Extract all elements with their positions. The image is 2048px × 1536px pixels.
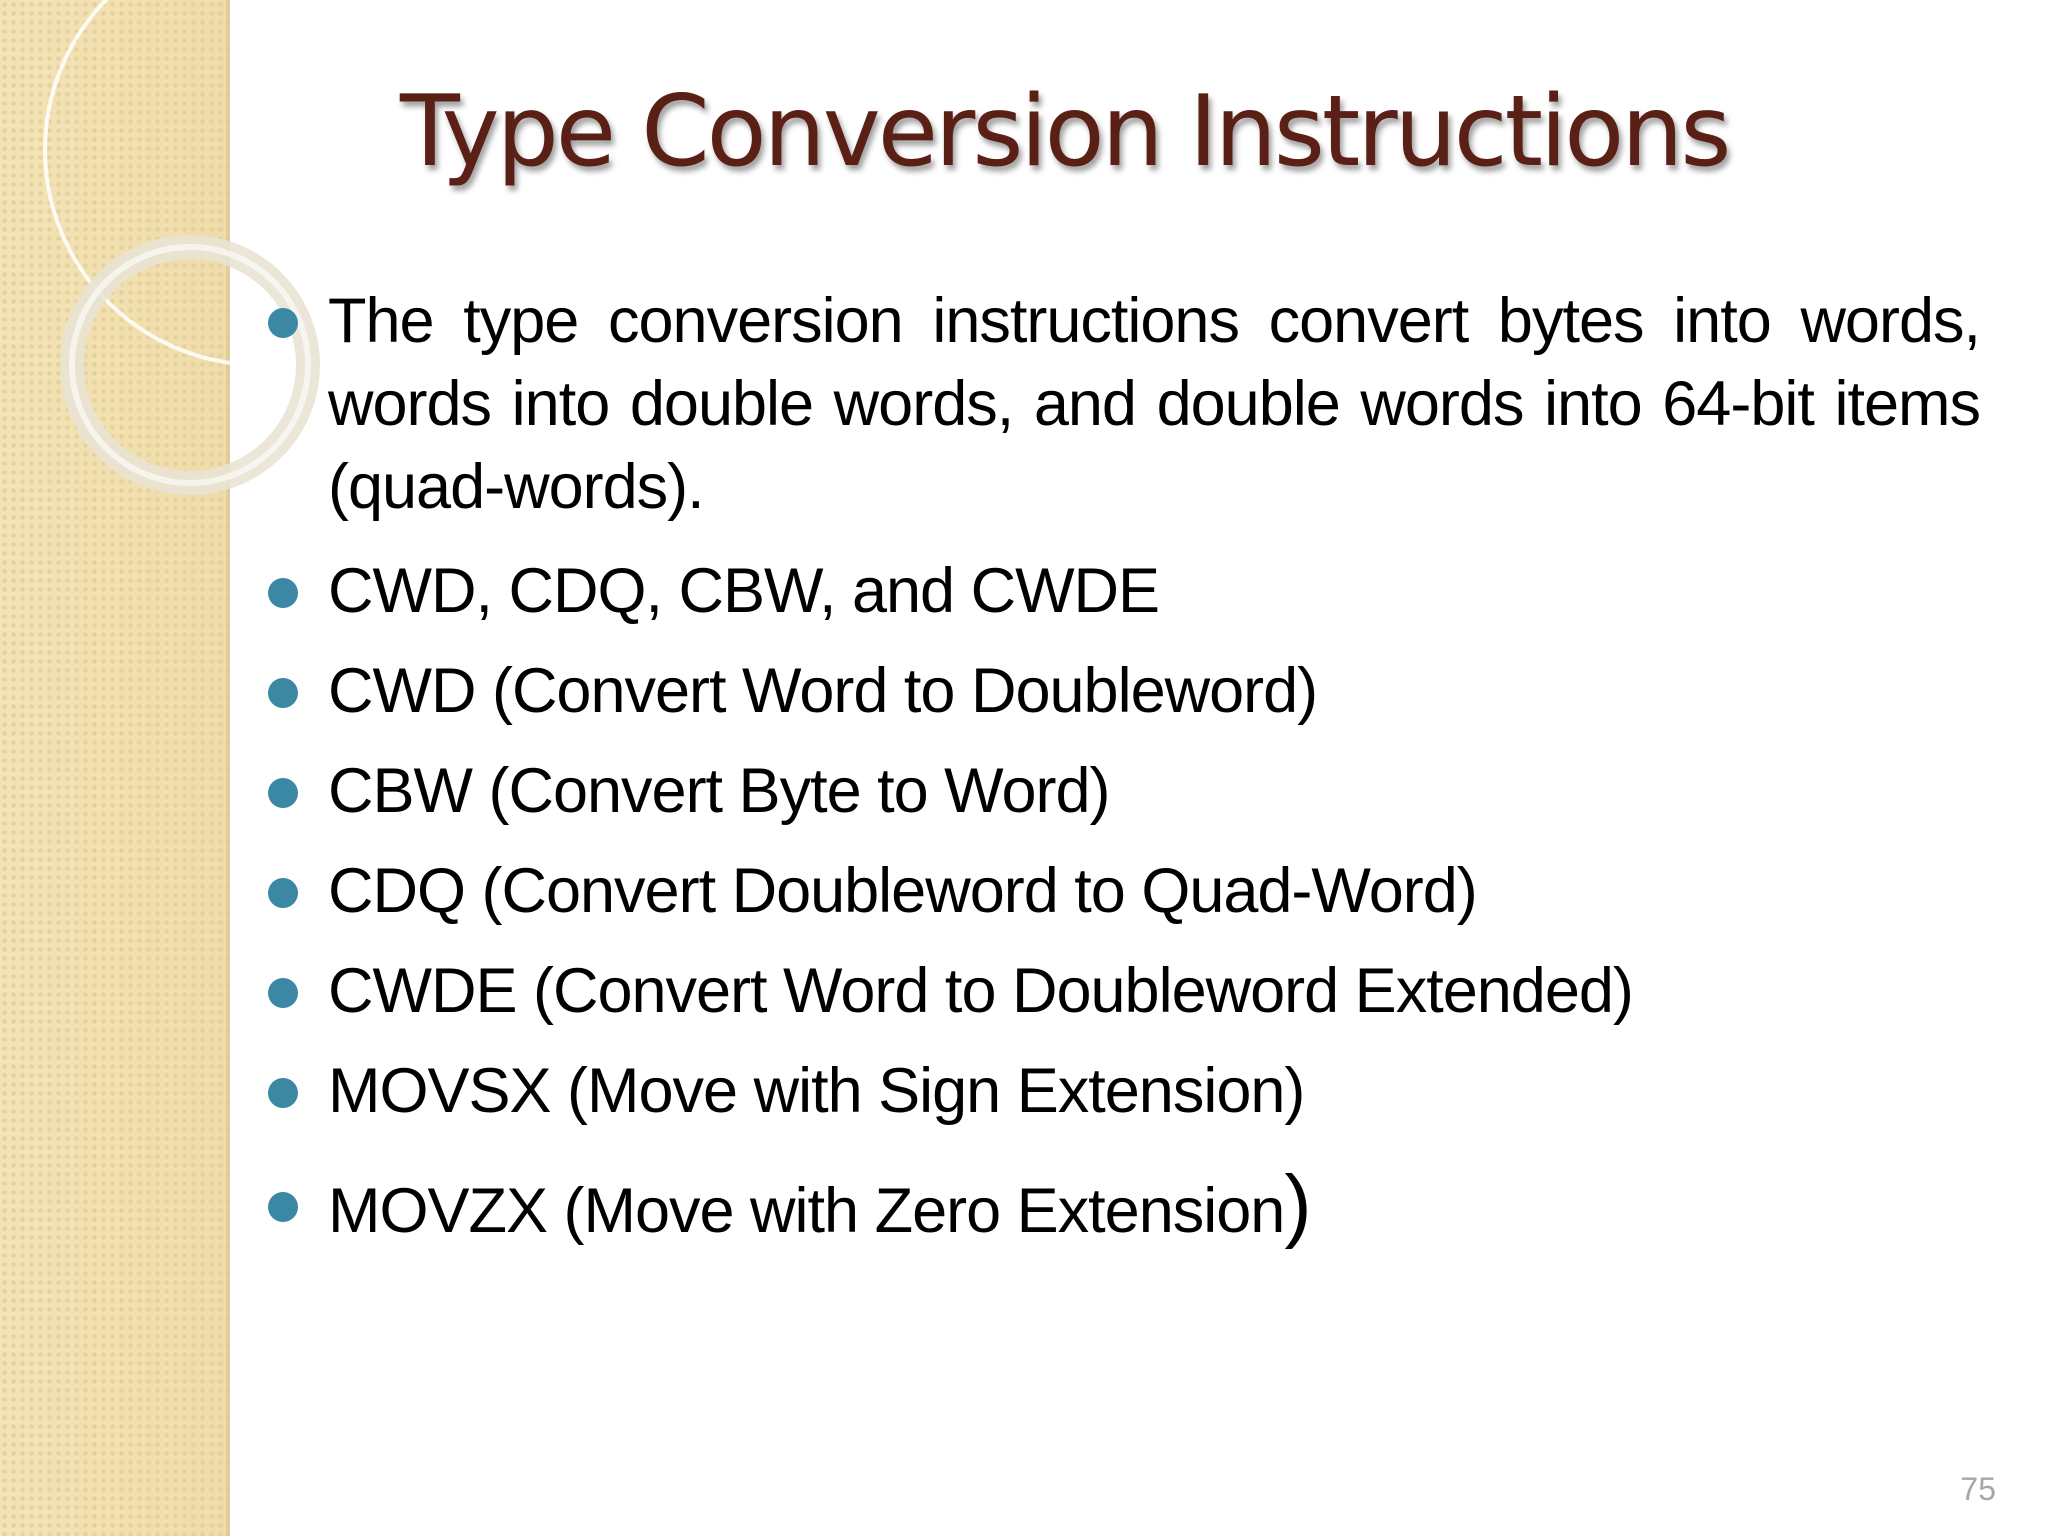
bullet-text: CWDE (Convert Word to Doubleword Extended) <box>328 956 1633 1026</box>
bullet-text: CBW (Convert Byte to Word) <box>328 756 1110 826</box>
bullet-item <box>268 841 1980 941</box>
bullet-item <box>268 280 1980 529</box>
page-number: 75 <box>1960 1471 1996 1507</box>
bullet-item <box>268 941 1980 1041</box>
bullet-item <box>268 641 1980 741</box>
bullet-dot-icon <box>268 778 298 808</box>
bullet-dot-icon <box>268 578 298 608</box>
bullet-dot-icon <box>268 1192 298 1222</box>
closing-parenthesis: ) <box>1284 1159 1311 1250</box>
bullet-text-last <box>328 1155 1980 1261</box>
slide-title: Type Conversion Instructions <box>400 75 1729 189</box>
bullet-item <box>268 741 1980 841</box>
bullet-dot-icon <box>268 978 298 1008</box>
bullet-text: The type conversion instructions convert bytes into words, words into double words, and double words into 64-bit items (quad-words). <box>328 286 1980 522</box>
bullet-dot-icon <box>268 878 298 908</box>
bullet-list <box>268 280 1980 1261</box>
bullet-item <box>268 1155 1980 1261</box>
bullet-dot-icon <box>268 678 298 708</box>
bullet-last-text: MOVZX (Move with Zero Extension <box>328 1176 1285 1246</box>
bullet-text: CWD, CDQ, CBW, and CWDE <box>328 556 1160 626</box>
bullet-item <box>268 1041 1980 1141</box>
bullet-item <box>268 541 1980 641</box>
decorative-rings-graphic <box>0 0 260 520</box>
bullet-text: MOVSX (Move with Sign Extension) <box>328 1056 1305 1126</box>
bullet-text: CWD (Convert Word to Doubleword) <box>328 656 1318 726</box>
bullet-dot-icon <box>268 1078 298 1108</box>
bullet-text: CDQ (Convert Doubleword to Quad-Word) <box>328 856 1477 926</box>
bullet-dot-icon <box>268 308 298 338</box>
